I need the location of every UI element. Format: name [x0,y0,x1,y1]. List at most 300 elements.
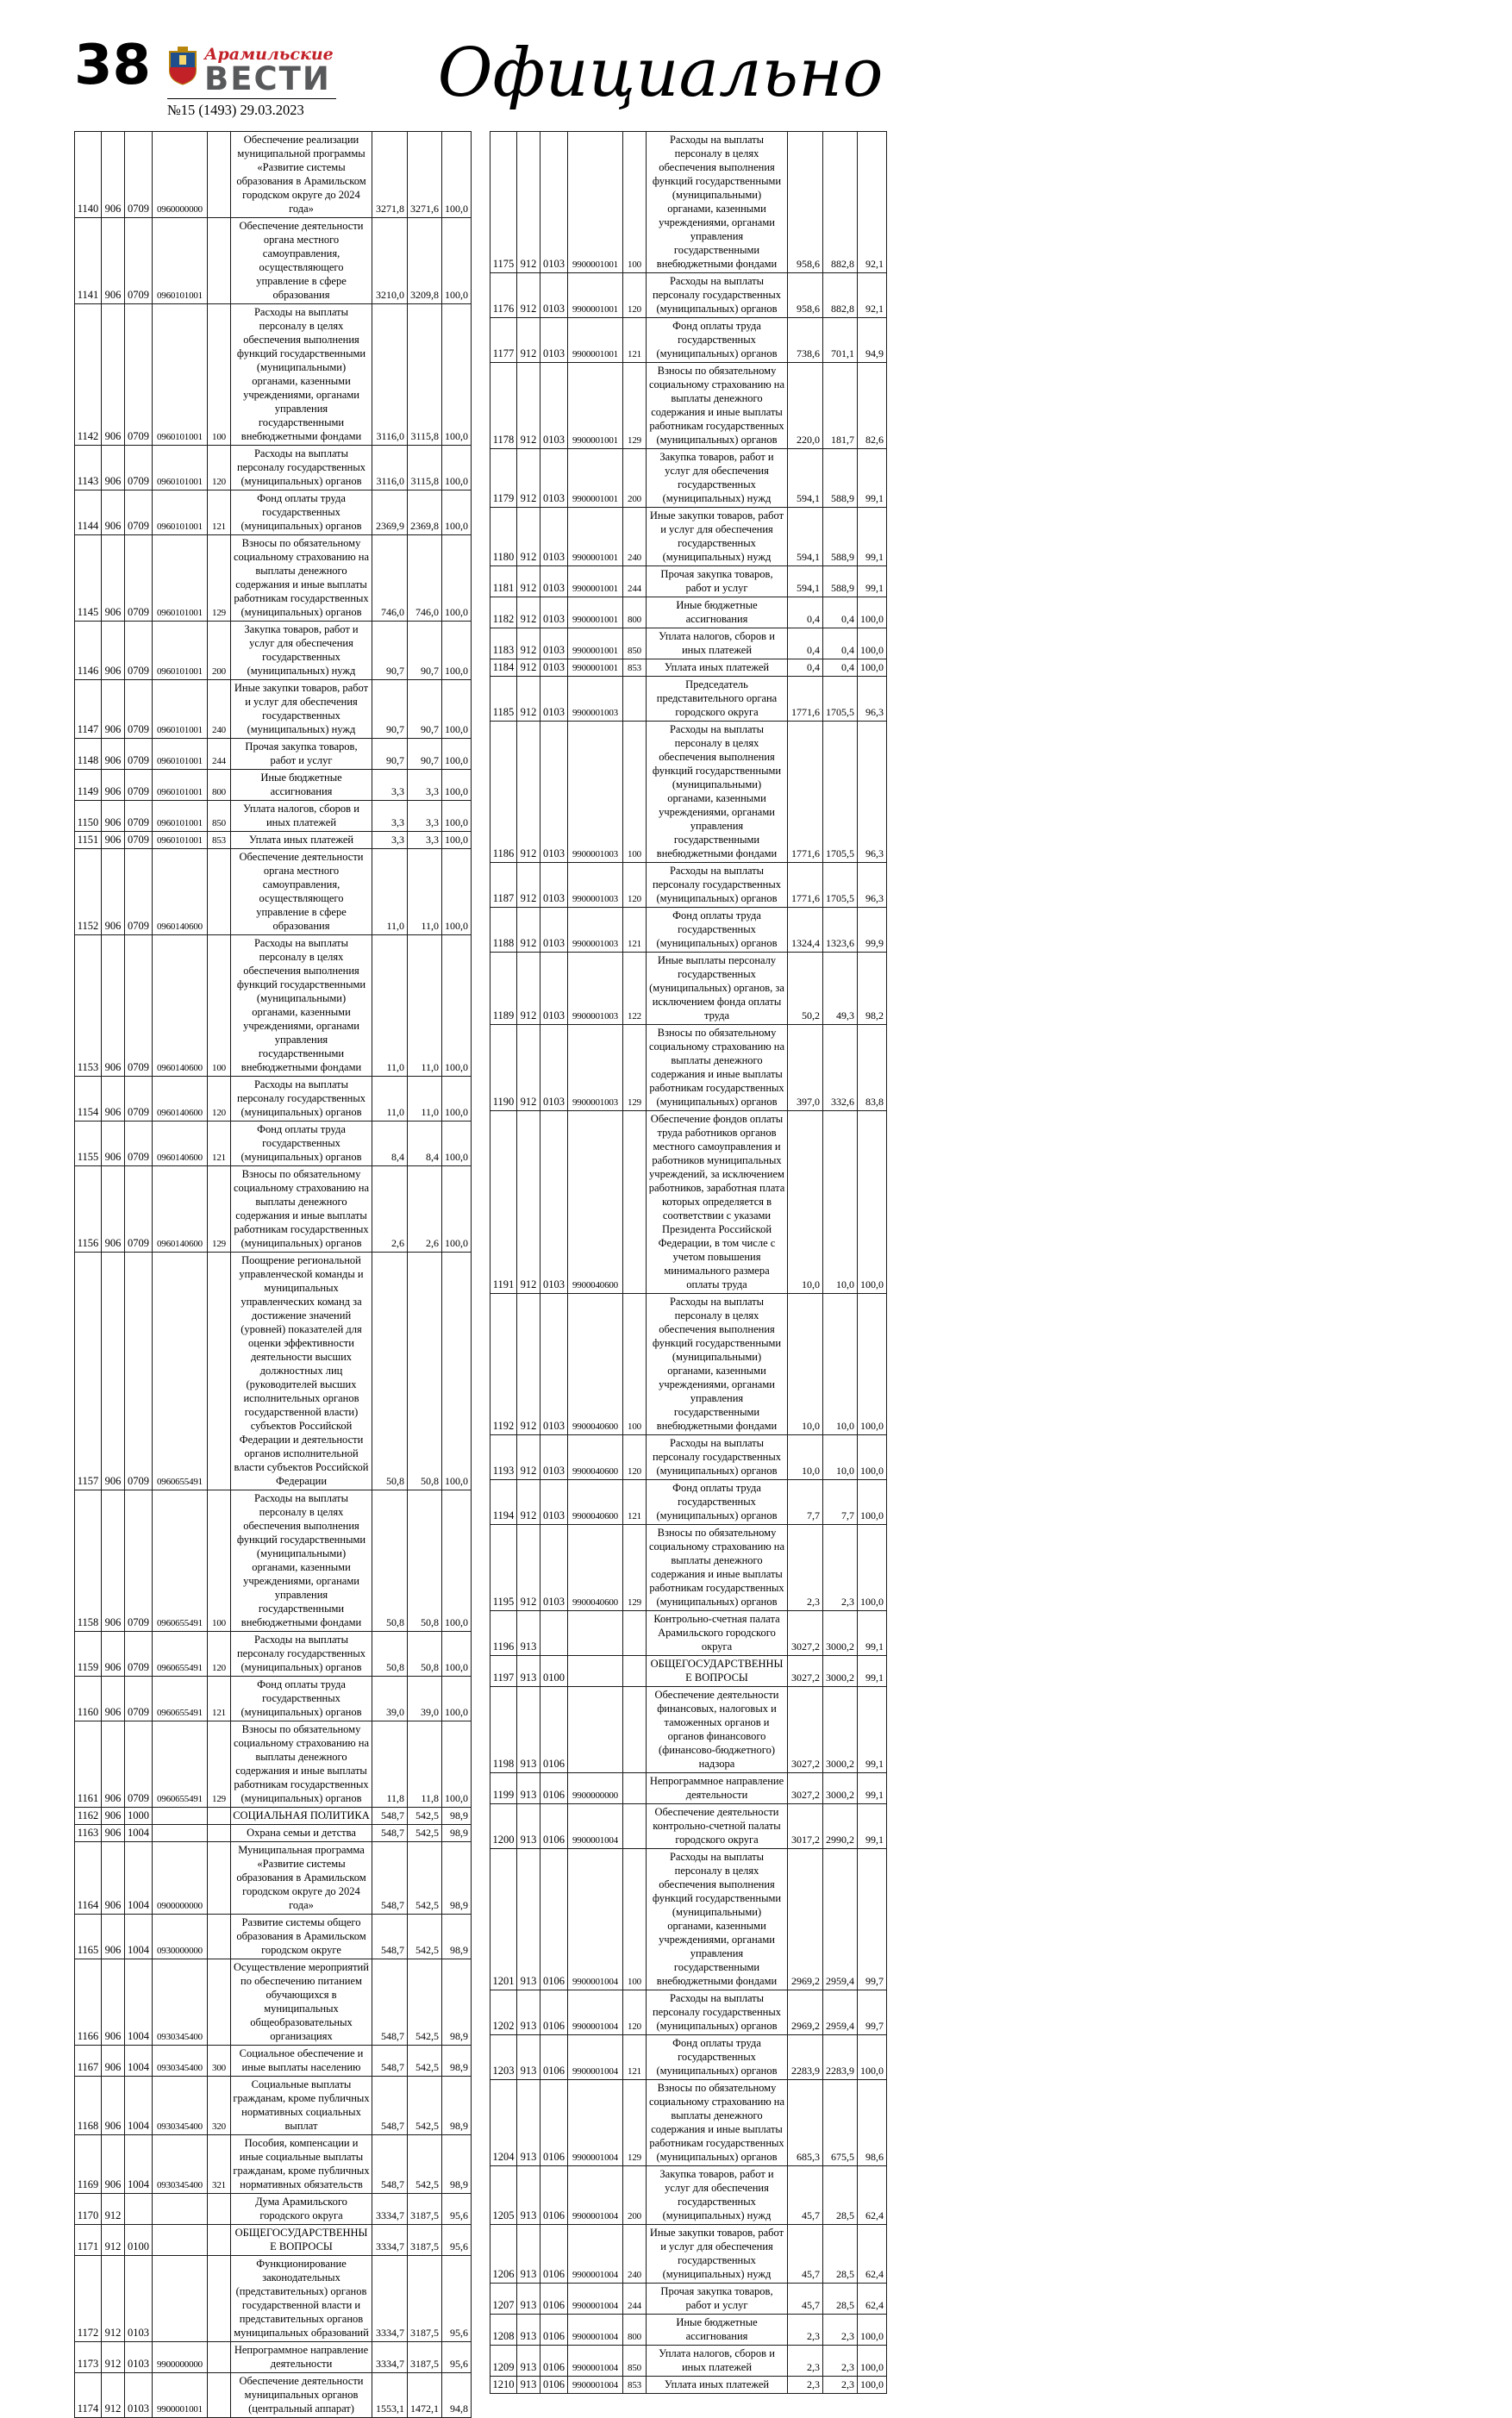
plan-value: 39,0 [372,1677,408,1721]
row-number: 1199 [490,1773,517,1804]
section-code: 0103 [540,659,568,677]
percent-value: 83,8 [858,1025,887,1111]
row-number: 1177 [490,318,517,363]
target-article-code: 9900001001 [568,566,623,597]
expense-name: Взносы по обязательному социальному страхованию на выплаты денежного содержания и иные выплаты работникам государственных (муниципальных) органов [647,363,788,449]
brand-main-label: ВЕСТИ [204,59,331,97]
target-article-code: 9900001001 [568,273,623,318]
table-row [75,1721,472,1808]
section-code: 0103 [540,628,568,659]
target-article-code: 9900001001 [568,508,623,566]
grbs-code: 906 [102,622,125,680]
expense-type-code: 200 [623,2166,647,2225]
expense-type-code: 240 [623,508,647,566]
expense-type-code: 244 [208,739,231,770]
percent-value: 100,0 [442,622,472,680]
target-article-code: 0960140600 [153,1122,208,1166]
section-code: 0709 [125,849,153,935]
plan-value: 220,0 [788,363,823,449]
plan-value: 11,0 [372,935,408,1077]
row-number: 1157 [75,1253,102,1490]
section-code: 0103 [540,1111,568,1294]
row-number: 1173 [75,2342,102,2373]
expense-name: Расходы на выплаты персоналу в целях обеспечения выполнения функций государственными (муниципальными) органами, казенными учреждениями, органами управления государственными внебюджетными фондами [231,1490,372,1632]
section-code: 0103 [540,273,568,318]
grbs-code: 912 [517,1294,540,1435]
grbs-code: 906 [102,1915,125,1959]
section-code: 0106 [540,1804,568,1849]
expense-name: Развитие системы общего образования в Арамильском городском округе [231,1915,372,1959]
grbs-code: 912 [102,2225,125,2256]
plan-value: 45,7 [788,2284,823,2315]
executed-value: 1705,5 [823,677,858,722]
table-row [490,1687,887,1773]
executed-value: 181,7 [823,363,858,449]
expense-type-code [623,1687,647,1773]
plan-value: 45,7 [788,2166,823,2225]
percent-value: 100,0 [442,535,472,622]
expense-name: Дума Арамильского городского округа [231,2194,372,2225]
row-number: 1169 [75,2135,102,2194]
executed-value: 1705,5 [823,722,858,863]
percent-value: 100,0 [858,659,887,677]
section-code: 0709 [125,535,153,622]
plan-value: 11,8 [372,1721,408,1808]
row-number: 1156 [75,1166,102,1253]
expense-name: Непрограммное направление деятельности [231,2342,372,2373]
expense-name: Уплата налогов, сборов и иных платежей [231,801,372,832]
expense-name: Прочая закупка товаров, работ и услуг [647,2284,788,2315]
expense-type-code: 244 [623,2284,647,2315]
table-row [75,2342,472,2373]
expense-name: Обеспечение фондов оплаты труда работников органов местного самоуправления и работников муниципальных учреждений, за исключением работников, заработная плата которых определяется в соответствии с указами Президента Российской Федерации, в том числе с учетом повышения минимального размера оплаты труда [647,1111,788,1294]
table-row [490,1849,887,1990]
table-row [75,739,472,770]
target-article-code: 9900001003 [568,722,623,863]
percent-value: 99,1 [858,1804,887,1849]
section-code: 0103 [540,566,568,597]
percent-value: 62,4 [858,2225,887,2284]
plan-value: 45,7 [788,2225,823,2284]
table-row [490,1804,887,1849]
expense-name: Председатель представительного органа городского округа [647,677,788,722]
row-number: 1183 [490,628,517,659]
section-code: 0103 [540,1525,568,1611]
percent-value: 100,0 [442,1253,472,1490]
expense-type-code [623,1773,647,1804]
table-row [75,1490,472,1632]
executed-value: 50,8 [408,1490,442,1632]
table-row [75,2256,472,2342]
grbs-code: 906 [102,935,125,1077]
plan-value: 397,0 [788,1025,823,1111]
executed-value: 3,3 [408,801,442,832]
section-code: 0709 [125,1632,153,1677]
expense-name: Расходы на выплаты персоналу в целях обеспечения выполнения функций государственными (муниципальными) органами, казенными учреждениями, органами управления государственными внебюджетными фондами [647,132,788,273]
row-number: 1175 [490,132,517,273]
plan-value: 3334,7 [372,2225,408,2256]
grbs-code: 912 [517,273,540,318]
expense-name: Фонд оплаты труда государственных (муниципальных) органов [647,1480,788,1525]
plan-value: 0,4 [788,628,823,659]
target-article-code: 9900001001 [568,628,623,659]
expense-type-code: 100 [208,1490,231,1632]
section-code: 0106 [540,2346,568,2377]
expense-type-code [623,1656,647,1687]
expense-type-code: 120 [208,1077,231,1122]
expense-type-code: 121 [623,908,647,953]
table-row [490,2346,887,2377]
executed-value: 2,3 [823,1525,858,1611]
expense-type-code: 121 [623,2035,647,2080]
grbs-code: 913 [517,2377,540,2394]
target-article-code: 0960655491 [153,1253,208,1490]
row-number: 1166 [75,1959,102,2046]
section-code: 0103 [125,2373,153,2418]
section-code: 0103 [540,363,568,449]
target-article-code: 0930345400 [153,1959,208,2046]
expense-name: Взносы по обязательному социальному страхованию на выплаты денежного содержания и иные выплаты работникам государственных (муниципальных) органов [231,1166,372,1253]
content-columns [74,131,887,2418]
plan-value: 594,1 [788,566,823,597]
row-number: 1147 [75,680,102,739]
row-number: 1161 [75,1721,102,1808]
grbs-code: 906 [102,1842,125,1915]
percent-value: 100,0 [858,2377,887,2394]
grbs-code: 912 [517,597,540,628]
table-row [490,1111,887,1294]
table-row [490,908,887,953]
percent-value: 98,9 [442,2046,472,2077]
row-number: 1207 [490,2284,517,2315]
section-code: 0709 [125,832,153,849]
expense-type-code: 129 [208,1166,231,1253]
expense-name: Расходы на выплаты персоналу в целях обеспечения выполнения функций государственными (муниципальными) органами, казенными учреждениями, органами управления государственными внебюджетными фондами [647,1849,788,1990]
executed-value: 2,3 [823,2346,858,2377]
percent-value: 99,7 [858,1849,887,1990]
row-number: 1188 [490,908,517,953]
section-code: 0709 [125,132,153,218]
expense-name: Расходы на выплаты персоналу в целях обеспечения выполнения функций государственными (муниципальными) органами, казенными учреждениями, органами управления государственными внебюджетными фондами [647,722,788,863]
grbs-code: 906 [102,1166,125,1253]
expense-name: Поощрение региональной управленческой команды и муниципальных управленческих команд за достижение значений (уровней) показателей для оценки эффективности деятельности высших должностных лиц (руководителей высших исполнительных органов государственной власти) субъектов Российской Федерации и деятельности органов исполнительной власти субъектов Российской Федерации [231,1253,372,1490]
row-number: 1163 [75,1825,102,1842]
section-code: 0709 [125,1122,153,1166]
executed-value: 542,5 [408,1825,442,1842]
row-number: 1151 [75,832,102,849]
target-article-code: 9900001001 [568,363,623,449]
table-row [490,628,887,659]
expense-name: Охрана семьи и детства [231,1825,372,1842]
expense-name: Закупка товаров, работ и услуг для обеспечения государственных (муниципальных) нужд [647,449,788,508]
table-row [75,1959,472,2046]
row-number: 1148 [75,739,102,770]
section-code: 1004 [125,1959,153,2046]
grbs-code: 906 [102,1490,125,1632]
target-article-code: 0960101001 [153,739,208,770]
section-code: 0106 [540,1687,568,1773]
expense-name: Уплата иных платежей [647,2377,788,2394]
executed-value: 2,3 [823,2315,858,2346]
executed-value: 28,5 [823,2166,858,2225]
section-code: 0103 [540,597,568,628]
expense-type-code: 240 [208,680,231,739]
grbs-code: 912 [517,1525,540,1611]
target-article-code: 0960101001 [153,304,208,446]
expense-type-code: 320 [208,2077,231,2135]
plan-value: 548,7 [372,1842,408,1915]
expense-name: Взносы по обязательному социальному страхованию на выплаты денежного содержания и иные выплаты работникам государственных (муниципальных) органов [231,535,372,622]
row-number: 1208 [490,2315,517,2346]
target-article-code: 9900001004 [568,1849,623,1990]
executed-value: 3187,5 [408,2194,442,2225]
row-number: 1206 [490,2225,517,2284]
executed-value: 90,7 [408,739,442,770]
executed-value: 11,0 [408,1077,442,1122]
table-row [75,304,472,446]
expense-name: Взносы по обязательному социальному страхованию на выплаты денежного содержания и иные выплаты работникам государственных (муниципальных) органов [647,1525,788,1611]
issue-line: №15 (1493) 29.03.2023 [167,98,336,119]
table-row [490,2377,887,2394]
percent-value: 100,0 [442,935,472,1077]
table-row [490,2284,887,2315]
table-row [490,1773,887,1804]
section-code: 0106 [540,2315,568,2346]
grbs-code: 913 [517,1990,540,2035]
plan-value: 3017,2 [788,1804,823,1849]
expense-type-code: 850 [623,2346,647,2377]
table-row [75,1077,472,1122]
executed-value: 11,8 [408,1721,442,1808]
expense-name: Расходы на выплаты персоналу государственных (муниципальных) органов [647,1990,788,2035]
percent-value: 100,0 [442,1632,472,1677]
target-article-code [153,1808,208,1825]
table-row [490,1656,887,1687]
percent-value: 98,9 [442,1842,472,1915]
row-number: 1152 [75,849,102,935]
table-row [75,1825,472,1842]
target-article-code: 0930000000 [153,1915,208,1959]
section-code: 0106 [540,1990,568,2035]
table-row [75,535,472,622]
plan-value: 2969,2 [788,1990,823,2035]
executed-value: 542,5 [408,2077,442,2135]
expense-name: Расходы на выплаты персоналу государственных (муниципальных) органов [231,446,372,490]
grbs-code: 912 [102,2342,125,2373]
plan-value: 50,8 [372,1632,408,1677]
table-row [490,1435,887,1480]
grbs-code: 913 [517,1687,540,1773]
target-article-code: 9900001003 [568,863,623,908]
grbs-code: 912 [517,677,540,722]
table-row [75,680,472,739]
executed-value: 542,5 [408,1959,442,2046]
percent-value: 100,0 [442,132,472,218]
target-article-code: 0960140600 [153,849,208,935]
expense-name: Взносы по обязательному социальному страхованию на выплаты денежного содержания и иные выплаты работникам государственных (муниципальных) органов [647,1025,788,1111]
expense-name: Фонд оплаты труда государственных (муниципальных) органов [647,908,788,953]
expense-type-code: 321 [208,2135,231,2194]
target-article-code [568,1611,623,1656]
section-code: 0103 [125,2342,153,2373]
expense-type-code [208,218,231,304]
target-article-code: 0960101001 [153,535,208,622]
percent-value: 100,0 [858,597,887,628]
target-article-code: 9900001001 [568,659,623,677]
table-row [490,1990,887,2035]
row-number: 1182 [490,597,517,628]
section-code: 0709 [125,1253,153,1490]
table-row [490,722,887,863]
percent-value: 100,0 [858,1111,887,1294]
grbs-code: 912 [102,2373,125,2418]
expense-type-code: 121 [208,490,231,535]
section-code: 0709 [125,1721,153,1808]
target-article-code: 0960655491 [153,1677,208,1721]
plan-value: 0,4 [788,659,823,677]
expense-type-code: 100 [208,935,231,1077]
section-code: 0106 [540,2225,568,2284]
percent-value: 98,9 [442,2077,472,2135]
section-code: 1000 [125,1808,153,1825]
section-code: 0709 [125,1077,153,1122]
expense-name: Уплата иных платежей [647,659,788,677]
table-row [490,273,887,318]
executed-value: 542,5 [408,1915,442,1959]
grbs-code: 912 [517,659,540,677]
table-row [75,832,472,849]
target-article-code: 0960140600 [153,1077,208,1122]
percent-value: 100,0 [442,490,472,535]
table-row [490,566,887,597]
plan-value: 8,4 [372,1122,408,1166]
expense-type-code: 853 [623,2377,647,2394]
row-number: 1174 [75,2373,102,2418]
row-number: 1194 [490,1480,517,1525]
plan-value: 2283,9 [788,2035,823,2080]
table-row [75,935,472,1077]
row-number: 1171 [75,2225,102,2256]
expense-type-code [623,677,647,722]
row-number: 1210 [490,2377,517,2394]
table-row [75,2046,472,2077]
percent-value: 62,4 [858,2166,887,2225]
percent-value: 98,9 [442,1808,472,1825]
section-code: 0100 [125,2225,153,2256]
percent-value: 92,1 [858,132,887,273]
section-code: 0103 [540,508,568,566]
expense-name: Иные бюджетные ассигнования [647,597,788,628]
percent-value: 99,1 [858,1611,887,1656]
target-article-code [153,1825,208,1842]
plan-value: 3210,0 [372,218,408,304]
row-number: 1203 [490,2035,517,2080]
expense-type-code [208,2225,231,2256]
percent-value: 100,0 [442,304,472,446]
executed-value: 2959,4 [823,1990,858,2035]
brand-top-label: Арамильские [204,45,334,64]
table-row [75,1915,472,1959]
section-code: 0103 [540,132,568,273]
expense-type-code: 850 [208,801,231,832]
grbs-code: 906 [102,490,125,535]
percent-value: 100,0 [442,1490,472,1632]
executed-value: 588,9 [823,508,858,566]
executed-value: 3115,8 [408,446,442,490]
expense-type-code [208,2194,231,2225]
percent-value: 99,1 [858,508,887,566]
plan-value: 548,7 [372,2077,408,2135]
plan-value: 2,3 [788,2346,823,2377]
grbs-code: 913 [517,1804,540,1849]
grbs-code: 912 [517,318,540,363]
plan-value: 0,4 [788,597,823,628]
percent-value: 99,1 [858,566,887,597]
grbs-code: 906 [102,680,125,739]
budget-table-right-body [490,132,887,2394]
expense-name: Закупка товаров, работ и услуг для обеспечения государственных (муниципальных) нужд [647,2166,788,2225]
expense-type-code: 129 [623,1025,647,1111]
percent-value: 100,0 [858,1525,887,1611]
executed-value: 3187,5 [408,2342,442,2373]
plan-value: 738,6 [788,318,823,363]
executed-value: 10,0 [823,1435,858,1480]
row-number: 1205 [490,2166,517,2225]
percent-value: 95,6 [442,2194,472,2225]
target-article-code: 0960101001 [153,832,208,849]
plan-value: 2,3 [788,2315,823,2346]
plan-value: 2,3 [788,1525,823,1611]
row-number: 1184 [490,659,517,677]
percent-value: 95,6 [442,2256,472,2342]
row-number: 1202 [490,1990,517,2035]
plan-value: 958,6 [788,132,823,273]
plan-value: 2369,9 [372,490,408,535]
percent-value: 98,2 [858,953,887,1025]
expense-type-code: 200 [208,622,231,680]
expense-type-code [208,2342,231,2373]
plan-value: 11,0 [372,849,408,935]
budget-table-right [490,131,887,2394]
plan-value: 3334,7 [372,2256,408,2342]
section-code: 0103 [540,449,568,508]
row-number: 1170 [75,2194,102,2225]
expense-name: Расходы на выплаты персоналу государственных (муниципальных) органов [647,863,788,908]
percent-value: 96,3 [858,863,887,908]
percent-value: 100,0 [442,218,472,304]
section-code: 0103 [540,1480,568,1525]
plan-value: 548,7 [372,1915,408,1959]
grbs-code: 913 [517,1849,540,1990]
expense-type-code: 120 [623,273,647,318]
executed-value: 39,0 [408,1677,442,1721]
expense-name: Расходы на выплаты персоналу в целях обеспечения выполнения функций государственными (муниципальными) органами, казенными учреждениями, органами управления государственными внебюджетными фондами [231,304,372,446]
table-row [75,801,472,832]
executed-value: 2283,9 [823,2035,858,2080]
expense-type-code: 100 [623,132,647,273]
percent-value: 94,8 [442,2373,472,2418]
executed-value: 49,3 [823,953,858,1025]
percent-value: 100,0 [858,2346,887,2377]
executed-value: 11,0 [408,935,442,1077]
percent-value: 100,0 [442,1077,472,1122]
masthead [74,34,1438,128]
section-code: 0106 [540,2080,568,2166]
grbs-code: 912 [102,2194,125,2225]
target-article-code: 0960101001 [153,801,208,832]
executed-value: 1705,5 [823,863,858,908]
executed-value: 10,0 [823,1294,858,1435]
